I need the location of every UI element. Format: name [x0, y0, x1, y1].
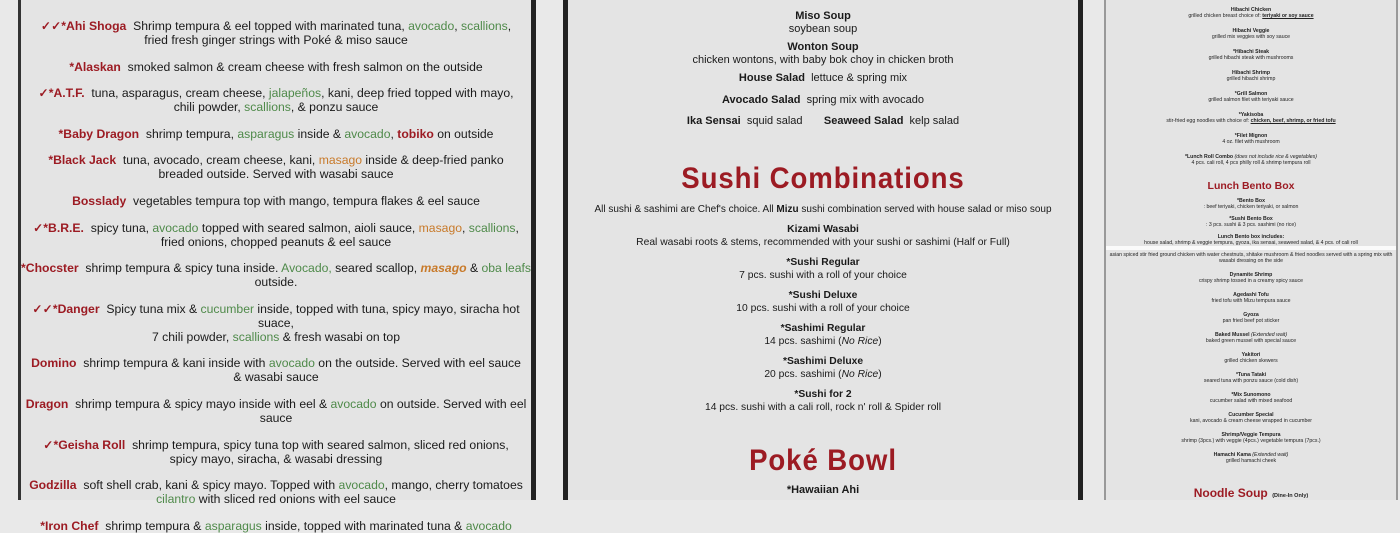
desc-segment: , kani, deep fried topped with mayo,	[321, 86, 514, 101]
combo-item	[568, 290, 1078, 315]
lunch-item: Gyoza pan fried beef pot sticker	[1222, 312, 1280, 324]
sushi-combinations-title: Sushi Combinations	[681, 161, 965, 195]
desc-segment: scallions	[468, 220, 516, 235]
soup-desc: soybean soup	[788, 22, 858, 35]
combo-desc: 14 pcs. sashimi (No Rice)	[764, 335, 882, 347]
combo-intro: All sushi & sashimi are Chef's choice. All Mizu sushi combination served with house salad or miso soup	[594, 203, 1052, 215]
menu-page-rolls	[18, 0, 536, 533]
desc-segment: shrimp tempura &	[105, 518, 205, 533]
desc-segment: avocado	[152, 220, 199, 235]
roll-name: *A.T.F.	[48, 86, 85, 101]
desc-segment: oba leafs	[481, 261, 531, 276]
roll-name: *Alaskan	[69, 59, 121, 74]
menu-page-combinations	[563, 0, 1083, 500]
desc-segment: ,	[462, 220, 469, 235]
soup-desc: chicken wontons, with baby bok choy in chicken broth	[692, 53, 954, 66]
lunch-item: Cucumber Special kani, avocado & cream cheese wrapped in cucumber	[1190, 412, 1312, 424]
roll-item	[21, 153, 531, 181]
desc-segment: , & ponzu sauce	[290, 100, 379, 115]
desc-segment: on outside. Served with eel sauce	[259, 396, 527, 425]
poke-bowl-title: Poké Bowl	[749, 444, 897, 477]
desc-segment: ,	[454, 19, 461, 33]
roll-item	[21, 519, 531, 533]
roll-name: *Black Jack	[48, 153, 117, 168]
desc-segment: inside &	[294, 126, 345, 141]
desc-segment: asparagus	[204, 518, 262, 533]
combo-desc: 20 pcs. sashimi (No Rice)	[764, 368, 882, 380]
lunch-item: *Mix Sunomono cucumber salad with mixed seafood	[1209, 392, 1293, 404]
desc-segment: ,	[515, 220, 519, 235]
desc-segment: on the outside. Served with eel sauce	[314, 356, 521, 371]
lunch-item: Hibachi Chicken grilled chicken breast choice of: teriyaki or soy sauce	[1188, 7, 1314, 19]
house-salad: House Salad lettuce & spring mix	[738, 72, 908, 84]
lunch-item: Lunch Bento box includes: house salad, shrimp & veggie tempura, gyoza, ika sensai, seaweed salad, & 4 pcs. of cali roll	[1144, 234, 1358, 246]
lunch-item: *Grill Salmon grilled salmon filet with teriyaki sauce	[1208, 91, 1294, 103]
roll-name: Godzilla	[29, 478, 77, 493]
check-icon: ✓	[33, 220, 44, 235]
desc-segment: smoked salmon & cream cheese with fresh salmon on the outside	[127, 59, 483, 74]
desc-segment: with sliced red onions with eel sauce	[195, 492, 396, 507]
roll-name: Domino	[31, 356, 77, 371]
check-icon: ✓✓	[32, 301, 53, 316]
lunch-item: Dynamite Shrimp crispy shrimp tossed in a creamy spicy sauce	[1198, 272, 1304, 284]
desc-segment: spicy tuna,	[90, 220, 153, 235]
roll-item	[21, 438, 531, 466]
combo-desc: 14 pcs. sushi with a cali roll, rock n' roll & Spider roll	[704, 401, 942, 413]
roll-item	[21, 127, 531, 141]
desc-segment: tuna, avocado, cream cheese, kani,	[122, 153, 319, 168]
lunch-item: Hamachi Kama (Extended wait) grilled hamachi cheek	[1213, 452, 1289, 464]
roll-item	[21, 19, 531, 47]
roll-list	[21, 0, 531, 533]
lunch-item: Yakitori grilled chicken skewers	[1224, 352, 1278, 364]
lunch-item: Hibachi Veggie grilled mix veggies with soy sauce	[1211, 28, 1291, 40]
desc-segment: shrimp tempura & spicy tuna inside.	[85, 261, 282, 276]
desc-segment: 7 chili powder,	[152, 329, 233, 344]
desc-segment: fried onions, chopped peanuts & eel sauce	[160, 234, 392, 249]
roll-name: Dragon	[25, 396, 69, 411]
combo-name: *Sushi Deluxe	[788, 290, 858, 301]
roll-item	[21, 221, 531, 249]
desc-segment: ,	[390, 126, 398, 141]
desc-segment: shrimp tempura, spicy tuna top with seared salmon, sliced red onions,	[132, 437, 509, 452]
avocado-salad: Avocado Salad spring mix with avocado	[722, 93, 924, 106]
lunch-item: *Sushi Bento Box : 3 pcs. sushi & 3 pcs. sashimi (no rice)	[1206, 216, 1296, 228]
desc-segment: shrimp tempura & spicy mayo inside with eel &	[75, 396, 331, 411]
roll-item	[21, 194, 531, 208]
lunch-item: Shrimp/Veggie Tempura shrimp (3pcs.) with veggie (4pcs.) vegetable tempura (7pcs.)	[1181, 432, 1321, 444]
desc-segment: topped with seared salmon, aioli sauce,	[198, 220, 419, 235]
desc-segment: avocado	[344, 126, 391, 141]
roll-item	[21, 397, 531, 425]
lunch-item: *Tuna Tataki seared tuna with ponzu sauce (cold dish)	[1203, 372, 1299, 384]
desc-segment: avocado	[465, 518, 512, 533]
desc-segment: scallions	[461, 19, 508, 33]
lunch-item: *Bento Box : beef teriyaki, chicken teriyaki, or salmon	[1203, 198, 1299, 210]
desc-segment: spicy mayo, siracha, & wasabi dressing	[169, 451, 383, 466]
combo-name: *Sashimi Regular	[780, 323, 866, 334]
lunch-item: *Lunch Roll Combo (does not include rice & vegetables) 4 pcs. cali roll, 4 pcs philly roll & shrimp tempura roll	[1184, 154, 1318, 166]
desc-segment: ,	[507, 19, 512, 33]
desc-segment: jalapeños	[268, 86, 322, 101]
desc-segment: vegetables tempura top with mango, tempura flakes & eel sauce	[133, 193, 480, 208]
desc-segment: shrimp tempura & kani inside with	[83, 356, 269, 371]
poke-first-item: *Hawaiian Ahi	[786, 484, 860, 496]
soup-item	[568, 10, 1078, 35]
roll-name: *Ahi Shoga	[61, 19, 127, 33]
desc-segment: Shrimp tempura & eel topped with marinated tuna,	[133, 19, 409, 33]
desc-segment: inside, topped with marinated tuna &	[261, 518, 466, 533]
desc-segment: inside, topped with tuna, spicy mayo, siracha hot suace,	[254, 301, 520, 330]
desc-segment: shrimp tempura,	[145, 126, 238, 141]
desc-segment: inside & deep-fried panko	[362, 153, 504, 168]
combo-item	[568, 389, 1078, 414]
check-icon: ✓✓	[40, 19, 62, 33]
combo-name: *Sashimi Deluxe	[782, 356, 864, 367]
check-icon: ✓	[43, 437, 54, 452]
combo-item	[568, 356, 1078, 381]
roll-name: *Chocster	[21, 261, 79, 276]
combo-desc: 10 pcs. sushi with a roll of your choice	[736, 302, 910, 314]
combo-name: *Sushi Regular	[786, 257, 860, 268]
soup-item	[568, 41, 1078, 66]
combo-item	[568, 323, 1078, 348]
roll-name: Bosslady	[72, 193, 127, 208]
lunch-item: *Filet Mignon 4 oz. filet with mushroom	[1222, 133, 1280, 145]
menu-page-lunch	[1104, 0, 1398, 500]
lunch-item: *Hibachi Steak grilled hibachi steak with mushrooms	[1208, 49, 1294, 61]
desc-segment: soft shell crab, kani & spicy mayo. Topped with	[83, 478, 339, 493]
side-salads: Ika Sensai squid salad Seaweed Salad kelp salad	[686, 115, 960, 127]
desc-segment: masago	[418, 220, 462, 235]
kizami-wasabi: Kizami Wasabi Real wasabi roots & stems, recommended with your sushi or sashimi (Half or Full)	[636, 224, 1010, 248]
lunch-item: Baked Mussel (Extended wait) baked green mussel with special sauce	[1205, 332, 1297, 344]
desc-segment: scallions	[232, 329, 280, 344]
desc-segment: seared scallop,	[331, 261, 421, 276]
desc-segment: chili powder,	[173, 100, 245, 115]
desc-segment: tobiko	[397, 126, 434, 141]
lunch-item: asian spiced stir fried ground chicken with water chestnuts, shitake mushroom & fried noodles served with a spring mix with wasabi dressing on the side	[1109, 252, 1393, 264]
combo-name: *Sushi for 2	[794, 389, 852, 400]
desc-segment: breaded outside. Served with wasabi sauce	[158, 167, 394, 182]
roll-item	[21, 86, 531, 114]
desc-segment: fried fresh ginger strings with Poké & miso sauce	[144, 33, 408, 47]
roll-name: *Iron Chef	[40, 518, 99, 533]
desc-segment: on outside	[433, 126, 494, 141]
roll-name: *B.R.E.	[43, 220, 84, 235]
lunch-bento-title: Lunch Bento Box	[1207, 180, 1295, 192]
roll-name: *Danger	[52, 301, 100, 316]
roll-name: *Baby Dragon	[58, 126, 140, 141]
desc-segment: cucumber	[200, 301, 255, 316]
combo-item	[568, 257, 1078, 282]
desc-segment: & wasabi sauce	[233, 370, 319, 385]
noodle-soup-heading: Noodle Soup (Dine-In Only)	[1193, 486, 1309, 500]
roll-item	[21, 302, 531, 344]
desc-segment: avocado	[330, 396, 377, 411]
soup-name: Wonton Soup	[787, 41, 859, 53]
desc-segment: avocado	[408, 19, 455, 33]
desc-segment: cilantro	[156, 492, 196, 507]
lunch-item: Hibachi Shrimp grilled hibachi shrimp	[1226, 70, 1276, 82]
desc-segment: tuna, asparagus, cream cheese,	[91, 86, 269, 101]
roll-item	[21, 261, 531, 289]
desc-segment: masago	[318, 153, 363, 168]
desc-segment: Avocado,	[281, 261, 332, 276]
desc-segment: asparagus	[237, 126, 295, 141]
lunch-item: Agedashi Tofu fried tofu with Mizu tempura sauce	[1211, 292, 1291, 304]
check-icon: ✓	[38, 86, 49, 101]
desc-segment: Spicy tuna mix &	[106, 301, 201, 316]
desc-segment: masago	[420, 261, 467, 276]
page-divider	[1106, 246, 1396, 250]
desc-segment: outside.	[254, 275, 298, 290]
desc-segment: avocado	[268, 356, 315, 371]
desc-segment: scallions	[244, 100, 291, 115]
soup-name: Miso Soup	[795, 10, 851, 22]
desc-segment: & fresh wasabi on top	[279, 329, 400, 344]
lunch-item: *Yakisoba stir-fried egg noodles with choice of: chicken, beef, shrimp, or fried tofu	[1166, 112, 1336, 124]
roll-name: *Geisha Roll	[53, 437, 126, 452]
roll-item	[21, 60, 531, 74]
desc-segment: avocado	[338, 478, 385, 493]
combo-desc: 7 pcs. sushi with a roll of your choice	[739, 269, 907, 281]
desc-segment: , mango, cherry tomatoes	[384, 478, 523, 493]
roll-item	[21, 478, 531, 506]
roll-item	[21, 356, 531, 384]
desc-segment: &	[466, 261, 482, 276]
